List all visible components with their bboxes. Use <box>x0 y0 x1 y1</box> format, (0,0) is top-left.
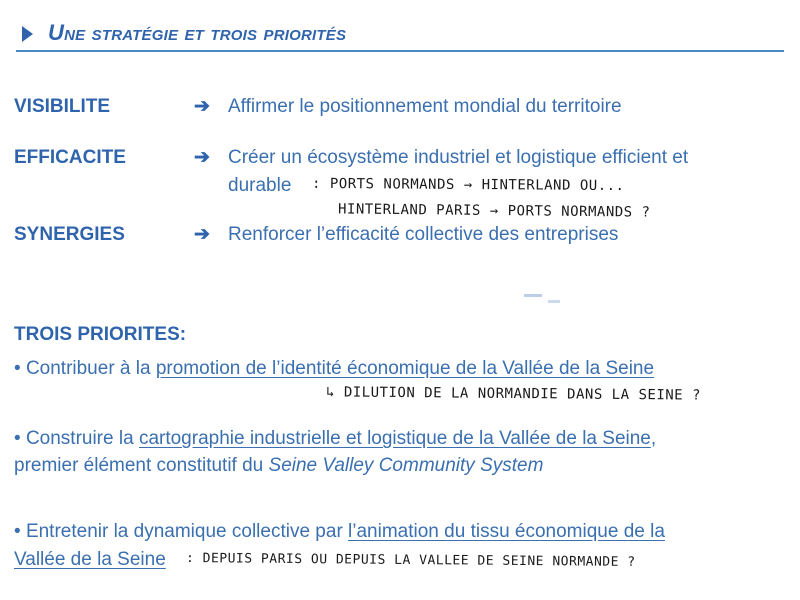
right-arrow-icon: ➔ <box>194 147 210 168</box>
handwritten-note-depuis-paris: : DEPUIS PARIS OU DEPUIS LA VALLEE DE SEINE NORMANDE ? <box>185 551 636 570</box>
bullet-dot: • <box>14 428 21 449</box>
strategy-text-efficacite: Créer un écosystème industriel et logistique efficient et <box>228 147 689 168</box>
priority-item-1 <box>14 358 654 380</box>
priority-1-prefix: Contribuer à la <box>25 358 156 379</box>
scan-smudge <box>524 294 542 297</box>
handwritten-note-ports: : PORTS NORMANDS → HINTERLAND OU... <box>311 175 625 195</box>
right-arrow-icon: ➔ <box>194 96 210 117</box>
page-title: Une stratégie et trois priorités <box>48 20 347 45</box>
priorities-heading: TROIS PRIORITES: <box>14 324 187 345</box>
strategy-label-synergies: SYNERGIES <box>14 224 125 245</box>
handwritten-note-dilution: ↳ DILUTION DE LA NORMANDIE DANS LA SEINE ? <box>325 384 702 404</box>
priority-2-link[interactable]: cartographie industrielle et logistique de la Vallée de la Seine <box>138 428 651 449</box>
priority-item-3-line2 <box>14 549 166 571</box>
strategy-label-visibilite: VISIBILITE <box>14 96 111 117</box>
priority-3-line2-link[interactable]: Vallée de la Seine <box>14 549 166 570</box>
strategy-text-synergies: Renforcer l’efficacité collective des entreprises <box>228 224 619 245</box>
priority-3-link[interactable]: l’animation du tissu économique de la <box>348 521 665 542</box>
handwritten-note-hinterland: HINTERLAND PARIS → PORTS NORMANDS ? <box>337 201 651 221</box>
priority-2-prefix: Construire la <box>25 428 139 449</box>
title-divider <box>16 50 784 52</box>
scan-smudge <box>548 300 560 303</box>
bullet-dot: • <box>14 521 21 542</box>
priority-1-link[interactable]: promotion de l’identité économique de la Vallée de la Seine <box>155 358 655 379</box>
priority-item-3 <box>14 521 665 543</box>
priority-2-suffix: , <box>650 428 657 449</box>
priority-item-2 <box>14 428 656 450</box>
strategy-label-efficacite: EFFICACITE <box>14 147 126 168</box>
priority-2-line2-prefix: premier élément constitutif du <box>14 455 269 476</box>
bullet-dot: • <box>14 358 21 379</box>
right-arrow-icon: ➔ <box>194 224 210 245</box>
priority-item-2-line2 <box>14 455 543 477</box>
priority-3-prefix: Entretenir la dynamique collective par <box>25 521 349 542</box>
priority-2-line2-italic: Seine Valley Community System <box>268 455 544 476</box>
header-triangle-icon <box>22 26 33 42</box>
strategy-text-efficacite-line2: durable <box>228 175 292 196</box>
strategy-text-visibilite: Affirmer le positionnement mondial du territoire <box>228 96 622 117</box>
